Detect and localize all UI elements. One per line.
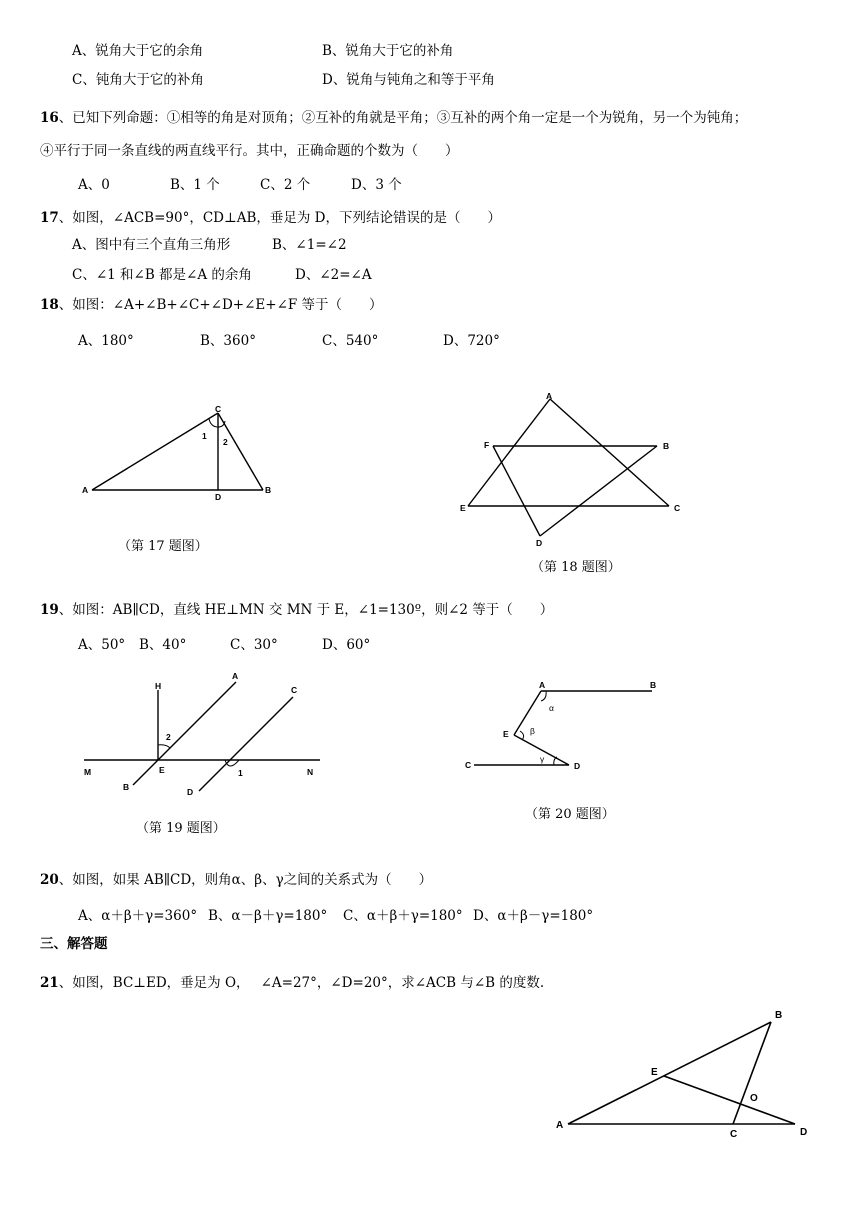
fig18-segment-fd — [493, 446, 540, 536]
fig20-gamma-arc — [554, 757, 557, 765]
q20-option-a: A、α＋β＋γ=360° — [78, 908, 198, 924]
fig17-segment-ac — [92, 413, 218, 490]
q16-question — [40, 109, 747, 127]
fig19-label-h: H — [155, 681, 162, 691]
fig18-label-e: E — [460, 503, 466, 513]
q18-option-b: B、360° — [200, 333, 256, 349]
fig17-label-2: 2 — [223, 437, 228, 447]
fig17-label-d: D — [215, 492, 222, 502]
q16-option-a: A、0 — [78, 177, 110, 193]
q16-option-b: B、1 个 — [170, 177, 220, 193]
fig20-label-gamma: γ — [540, 754, 545, 764]
fig19-angle1-arc — [225, 760, 239, 766]
fig20-label-e: E — [503, 729, 509, 739]
q21-text: 、如图，BC⊥ED，垂足为 O， ∠A=27°，∠D=20°，求∠ACB 与∠B 的度数. — [58, 975, 545, 991]
q18-option-c: C、540° — [322, 333, 379, 349]
fig21-segment-ed — [664, 1076, 795, 1124]
fig21-segment-ab — [568, 1022, 771, 1124]
fig20-alpha-arc — [541, 691, 546, 701]
q17-question — [40, 209, 501, 227]
fig20-label-beta: β — [530, 726, 535, 736]
q20-option-b: B、α－β＋γ=180° — [208, 908, 328, 924]
q19-option-a: A、50° — [78, 637, 126, 653]
q20-option-c: C、α＋β＋γ=180° — [343, 908, 463, 924]
fig18-label-b: B — [663, 441, 670, 451]
q20-number: 20 — [40, 872, 59, 888]
q19-option-b: B、40° — [139, 637, 187, 653]
q19-text: 、如图：AB∥CD，直线 HE⊥MN 交 MN 于 E，∠1=130º，则∠2 等于（ ） — [58, 602, 554, 618]
q15-option-c: C、钝角大于它的补角 — [72, 72, 204, 88]
fig19-label-a: A — [232, 671, 239, 681]
fig18-label-d: D — [536, 538, 543, 548]
fig21-label-c: C — [730, 1129, 738, 1140]
fig19-label-c: C — [291, 685, 298, 695]
fig20-caption: （第 20 题图） — [525, 807, 615, 822]
section-heading: 三、解答题 — [40, 936, 108, 952]
fig20-segment-ae — [514, 691, 541, 735]
fig21-label-o: O — [750, 1093, 758, 1104]
fig18-label-f: F — [484, 440, 490, 450]
fig20-label-d: D — [574, 761, 581, 771]
fig17-caption: （第 17 题图） — [118, 539, 208, 554]
fig20-label-c: C — [465, 760, 472, 770]
q16-text-line1: 、已知下列命题：①相等的角是对顶角；②互补的角就是平角；③互补的两个角一定是一个为锐角，另一个为钝角； — [58, 110, 748, 126]
fig18-caption: （第 18 题图） — [531, 560, 621, 575]
fig17-angle1-arc — [209, 419, 218, 427]
fig19-line-ab — [133, 682, 236, 785]
q20-text: 、如图，如果 AB∥CD，则角α、β、γ之间的关系式为（ ） — [58, 872, 433, 888]
fig18-segment-bd — [540, 446, 657, 536]
fig17-label-1: 1 — [202, 431, 207, 441]
q16-number: 16 — [40, 110, 59, 126]
q17-option-b: B、∠1=∠2 — [272, 237, 347, 253]
fig19-angle2-arc — [158, 745, 170, 748]
q19-question — [40, 601, 553, 619]
fig19-label-m: M — [84, 767, 92, 777]
fig19-label-e: E — [159, 765, 165, 775]
q17-option-a: A、图中有三个直角三角形 — [72, 237, 231, 253]
fig17-label-c: C — [215, 404, 222, 414]
fig21-label-e: E — [651, 1067, 658, 1078]
fig17-angle2-arc — [218, 421, 225, 427]
q18-number: 18 — [40, 297, 59, 313]
q20-question — [40, 871, 432, 889]
fig18-segment-ae — [468, 399, 550, 506]
q15-option-b: B、锐角大于它的补角 — [322, 43, 454, 59]
fig20-segment-ed — [514, 735, 569, 765]
q15-option-d: D、锐角与钝角之和等于平角 — [322, 72, 495, 88]
q16-option-c: C、2 个 — [260, 177, 311, 193]
q21-question — [40, 974, 544, 992]
fig19-line-cd — [199, 697, 293, 791]
fig19-label-b: B — [123, 782, 130, 792]
fig21-segment-bc — [733, 1022, 771, 1124]
q18-text: 、如图：∠A+∠B+∠C+∠D+∠E+∠F 等于（ ） — [58, 297, 383, 313]
q19-option-c: C、30° — [230, 637, 278, 653]
q15-option-a: A、锐角大于它的余角 — [72, 43, 204, 59]
q17-text: 、如图，∠ACB=90°，CD⊥AB，垂足为 D，下列结论错误的是（ ） — [58, 210, 501, 226]
fig17-label-a: A — [82, 485, 89, 495]
q21-number: 21 — [40, 975, 59, 991]
q18-question — [40, 296, 383, 314]
fig21-label-b: B — [775, 1010, 783, 1021]
fig21-label-a: A — [556, 1120, 564, 1131]
fig19-label-n: N — [307, 767, 314, 777]
fig21-label-d: D — [800, 1127, 808, 1138]
fig17-label-b: B — [265, 485, 272, 495]
q17-option-c: C、∠1 和∠B 都是∠A 的余角 — [72, 267, 252, 283]
fig17-segment-cb — [218, 413, 263, 490]
fig18-segment-ac — [550, 399, 669, 506]
fig19-label-1: 1 — [238, 768, 243, 778]
fig19-label-d: D — [187, 787, 194, 797]
fig20-label-b: B — [650, 680, 657, 690]
fig18-label-c: C — [674, 503, 681, 513]
q18-option-d: D、720° — [443, 333, 500, 349]
fig19-label-2: 2 — [166, 732, 171, 742]
fig20-label-alpha: α — [549, 703, 554, 713]
fig20-label-a: A — [539, 680, 546, 690]
q18-option-a: A、180° — [78, 333, 134, 349]
q16-text-line2: ④平行于同一条直线的两直线平行。其中，正确命题的个数为（ ） — [40, 143, 459, 159]
q20-option-d: D、α＋β－γ=180° — [473, 908, 594, 924]
q19-number: 19 — [40, 602, 59, 618]
q16-option-d: D、3 个 — [351, 177, 402, 193]
q17-option-d: D、∠2=∠A — [295, 267, 372, 283]
fig20-beta-arc — [520, 731, 524, 740]
q17-number: 17 — [40, 210, 59, 226]
fig19-caption: （第 19 题图） — [136, 821, 226, 836]
fig18-label-a: A — [546, 391, 553, 401]
q19-option-d: D、60° — [322, 637, 371, 653]
